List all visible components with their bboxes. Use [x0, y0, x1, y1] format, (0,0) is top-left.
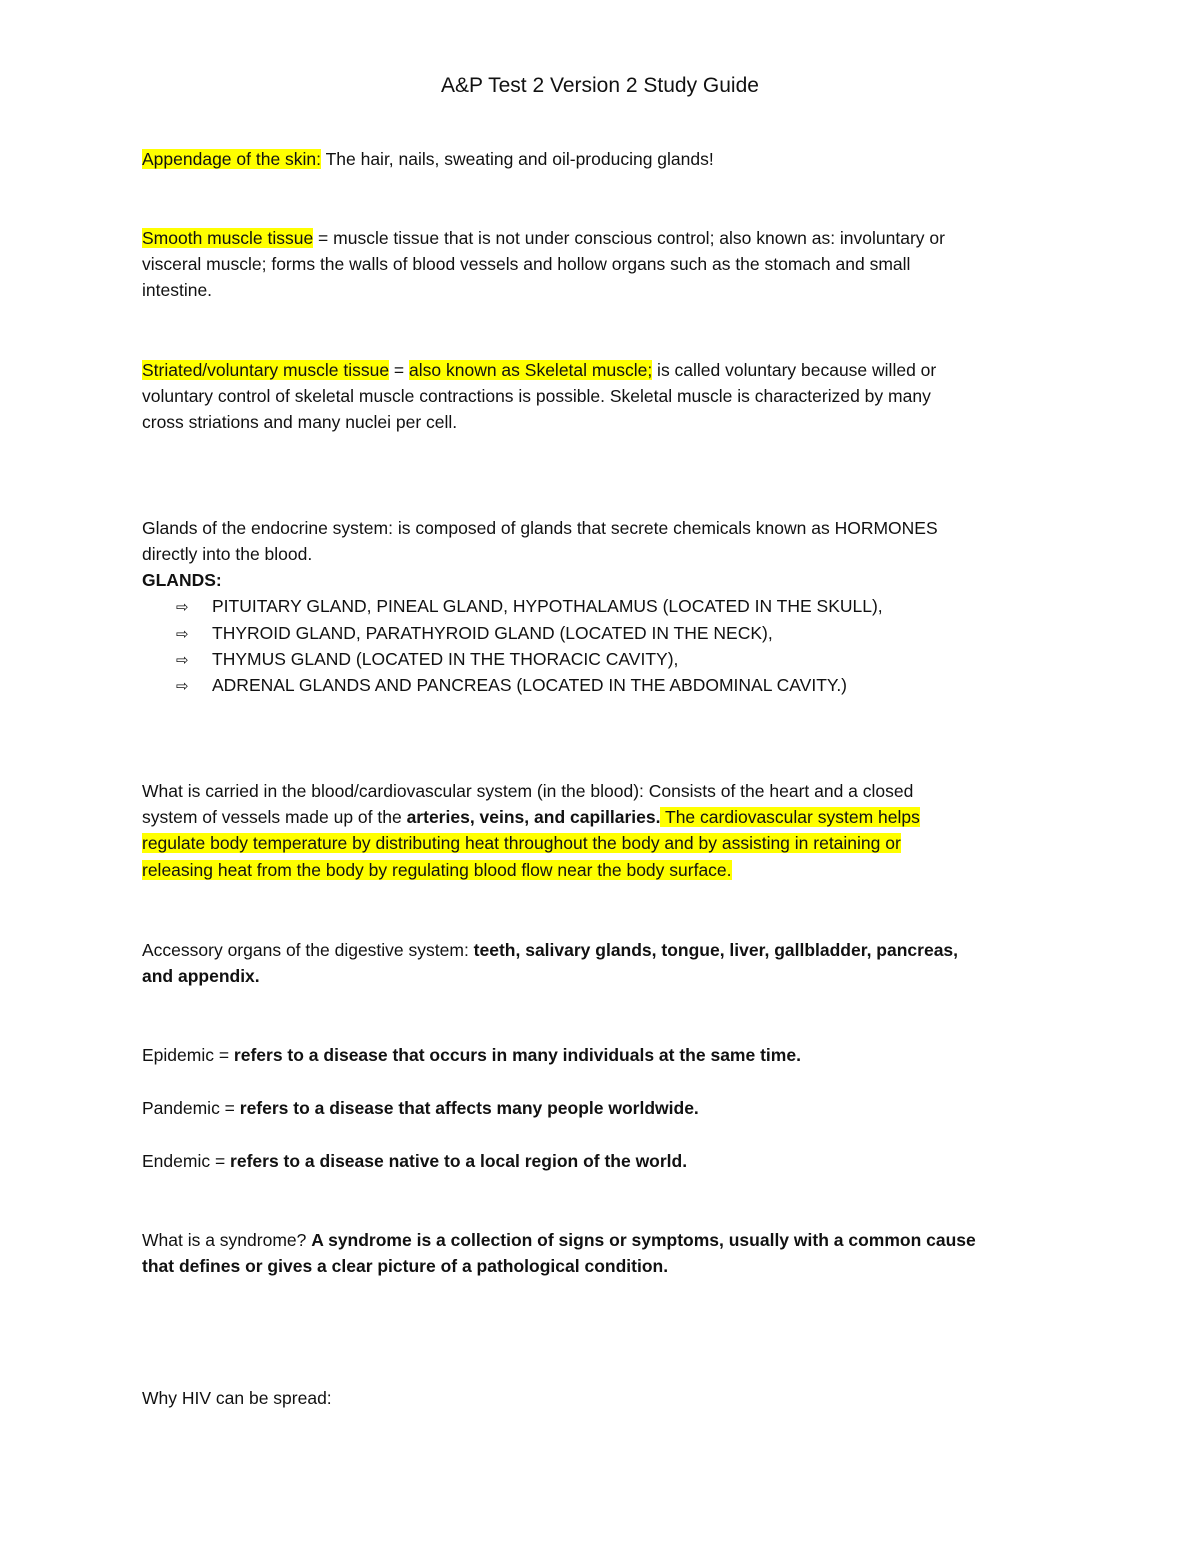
pandemic-definition: [142, 1095, 699, 1121]
hiv-question: Why HIV can be spread:: [142, 1388, 332, 1408]
pandemic-text: refers to a disease that affects many people worldwide.: [239, 1098, 699, 1118]
striated-aka: also known as Skeletal muscle;: [409, 360, 653, 380]
arrow-icon: ⇨: [176, 625, 189, 643]
gland-item-text: THYMUS GLAND (LOCATED IN THE THORACIC CAVITY),: [212, 649, 679, 669]
epidemic-definition: [142, 1042, 801, 1068]
glands-label: GLANDS:: [142, 570, 222, 590]
gland-list-item: [176, 646, 678, 673]
smooth-line-2: visceral muscle; forms the walls of blood vessels and hollow organs such as the stomach and small: [142, 254, 911, 274]
gland-list-item: [176, 620, 773, 647]
striated-line-3: cross striations and many nuclei per cell.: [142, 412, 458, 432]
cardio-line2-plain: system of vessels made up of the: [142, 807, 407, 827]
striated-term: Striated/voluntary muscle tissue: [142, 360, 390, 380]
smooth-term: Smooth muscle tissue: [142, 228, 314, 248]
smooth-line1-rest: = muscle tissue that is not under conscious control; also known as: involuntary or: [313, 228, 945, 248]
gland-list-item: [176, 672, 847, 699]
pandemic-label: Pandemic =: [142, 1098, 240, 1118]
cardio-highlight-start: The cardiovascular system helps: [660, 807, 920, 827]
digestive-label: Accessory organs of the digestive system:: [142, 940, 474, 960]
endocrine-line-1: Glands of the endocrine system: is composed of glands that secrete chemicals known as HORMONES: [142, 518, 938, 538]
syndrome-question: What is a syndrome?: [142, 1230, 312, 1250]
gland-item-text: ADRENAL GLANDS AND PANCREAS (LOCATED IN THE ABDOMINAL CAVITY.): [212, 675, 848, 695]
epidemic-text: refers to a disease that occurs in many individuals at the same time.: [233, 1045, 801, 1065]
cardio-line-1: What is carried in the blood/cardiovascular system (in the blood): Consists of the heart and a closed: [142, 781, 914, 801]
digestive-organs: teeth, salivary glands, tongue, liver, gallbladder, pancreas,: [473, 940, 959, 960]
gland-list-item: [176, 593, 883, 620]
appendage-paragraph: [142, 146, 714, 172]
syndrome-line-1: [142, 1227, 976, 1253]
cardio-highlight-mid: regulate body temperature by distributing heat throughout the body and by assisting in retaining or: [142, 833, 901, 853]
cardio-line-4: [142, 857, 732, 883]
cardio-highlight-end: releasing heat from the body by regulating blood flow near the body surface.: [142, 860, 732, 880]
digestive-line-1: [142, 937, 958, 963]
endemic-definition: [142, 1148, 687, 1174]
cardio-line-3: [142, 830, 901, 856]
smooth-line-3: intestine.: [142, 280, 213, 300]
striated-line-1: [142, 357, 936, 383]
cardio-line-2: [142, 804, 920, 830]
syndrome-line-2: that defines or gives a clear picture of a pathological condition.: [142, 1256, 669, 1276]
arrow-icon: ⇨: [176, 598, 189, 616]
striated-line-2: voluntary control of skeletal muscle contractions is possible. Skeletal muscle is characterized by many: [142, 386, 931, 406]
gland-item-text: PITUITARY GLAND, PINEAL GLAND, HYPOTHALAMUS (LOCATED IN THE SKULL),: [212, 596, 883, 616]
epidemic-label: Epidemic =: [142, 1045, 234, 1065]
cardio-vessels: arteries, veins, and capillaries.: [406, 807, 661, 827]
smooth-line-1: [142, 225, 945, 251]
striated-eq: =: [389, 360, 410, 380]
digestive-line-2: and appendix.: [142, 966, 260, 986]
striated-line1-rest: is called voluntary because willed or: [652, 360, 937, 380]
arrow-icon: ⇨: [176, 651, 189, 669]
endemic-label: Endemic =: [142, 1151, 231, 1171]
page-title: A&P Test 2 Version 2 Study Guide: [441, 74, 759, 97]
appendage-term: Appendage of the skin:: [142, 149, 322, 169]
endemic-text: refers to a disease native to a local region of the world.: [230, 1151, 688, 1171]
appendage-text: The hair, nails, sweating and oil-producing glands!: [321, 149, 714, 169]
arrow-icon: ⇨: [176, 677, 189, 695]
syndrome-answer: A syndrome is a collection of signs or symptoms, usually with a common cause: [311, 1230, 976, 1250]
endocrine-line-2: directly into the blood.: [142, 544, 313, 564]
gland-item-text: THYROID GLAND, PARATHYROID GLAND (LOCATED IN THE NECK),: [212, 623, 773, 643]
